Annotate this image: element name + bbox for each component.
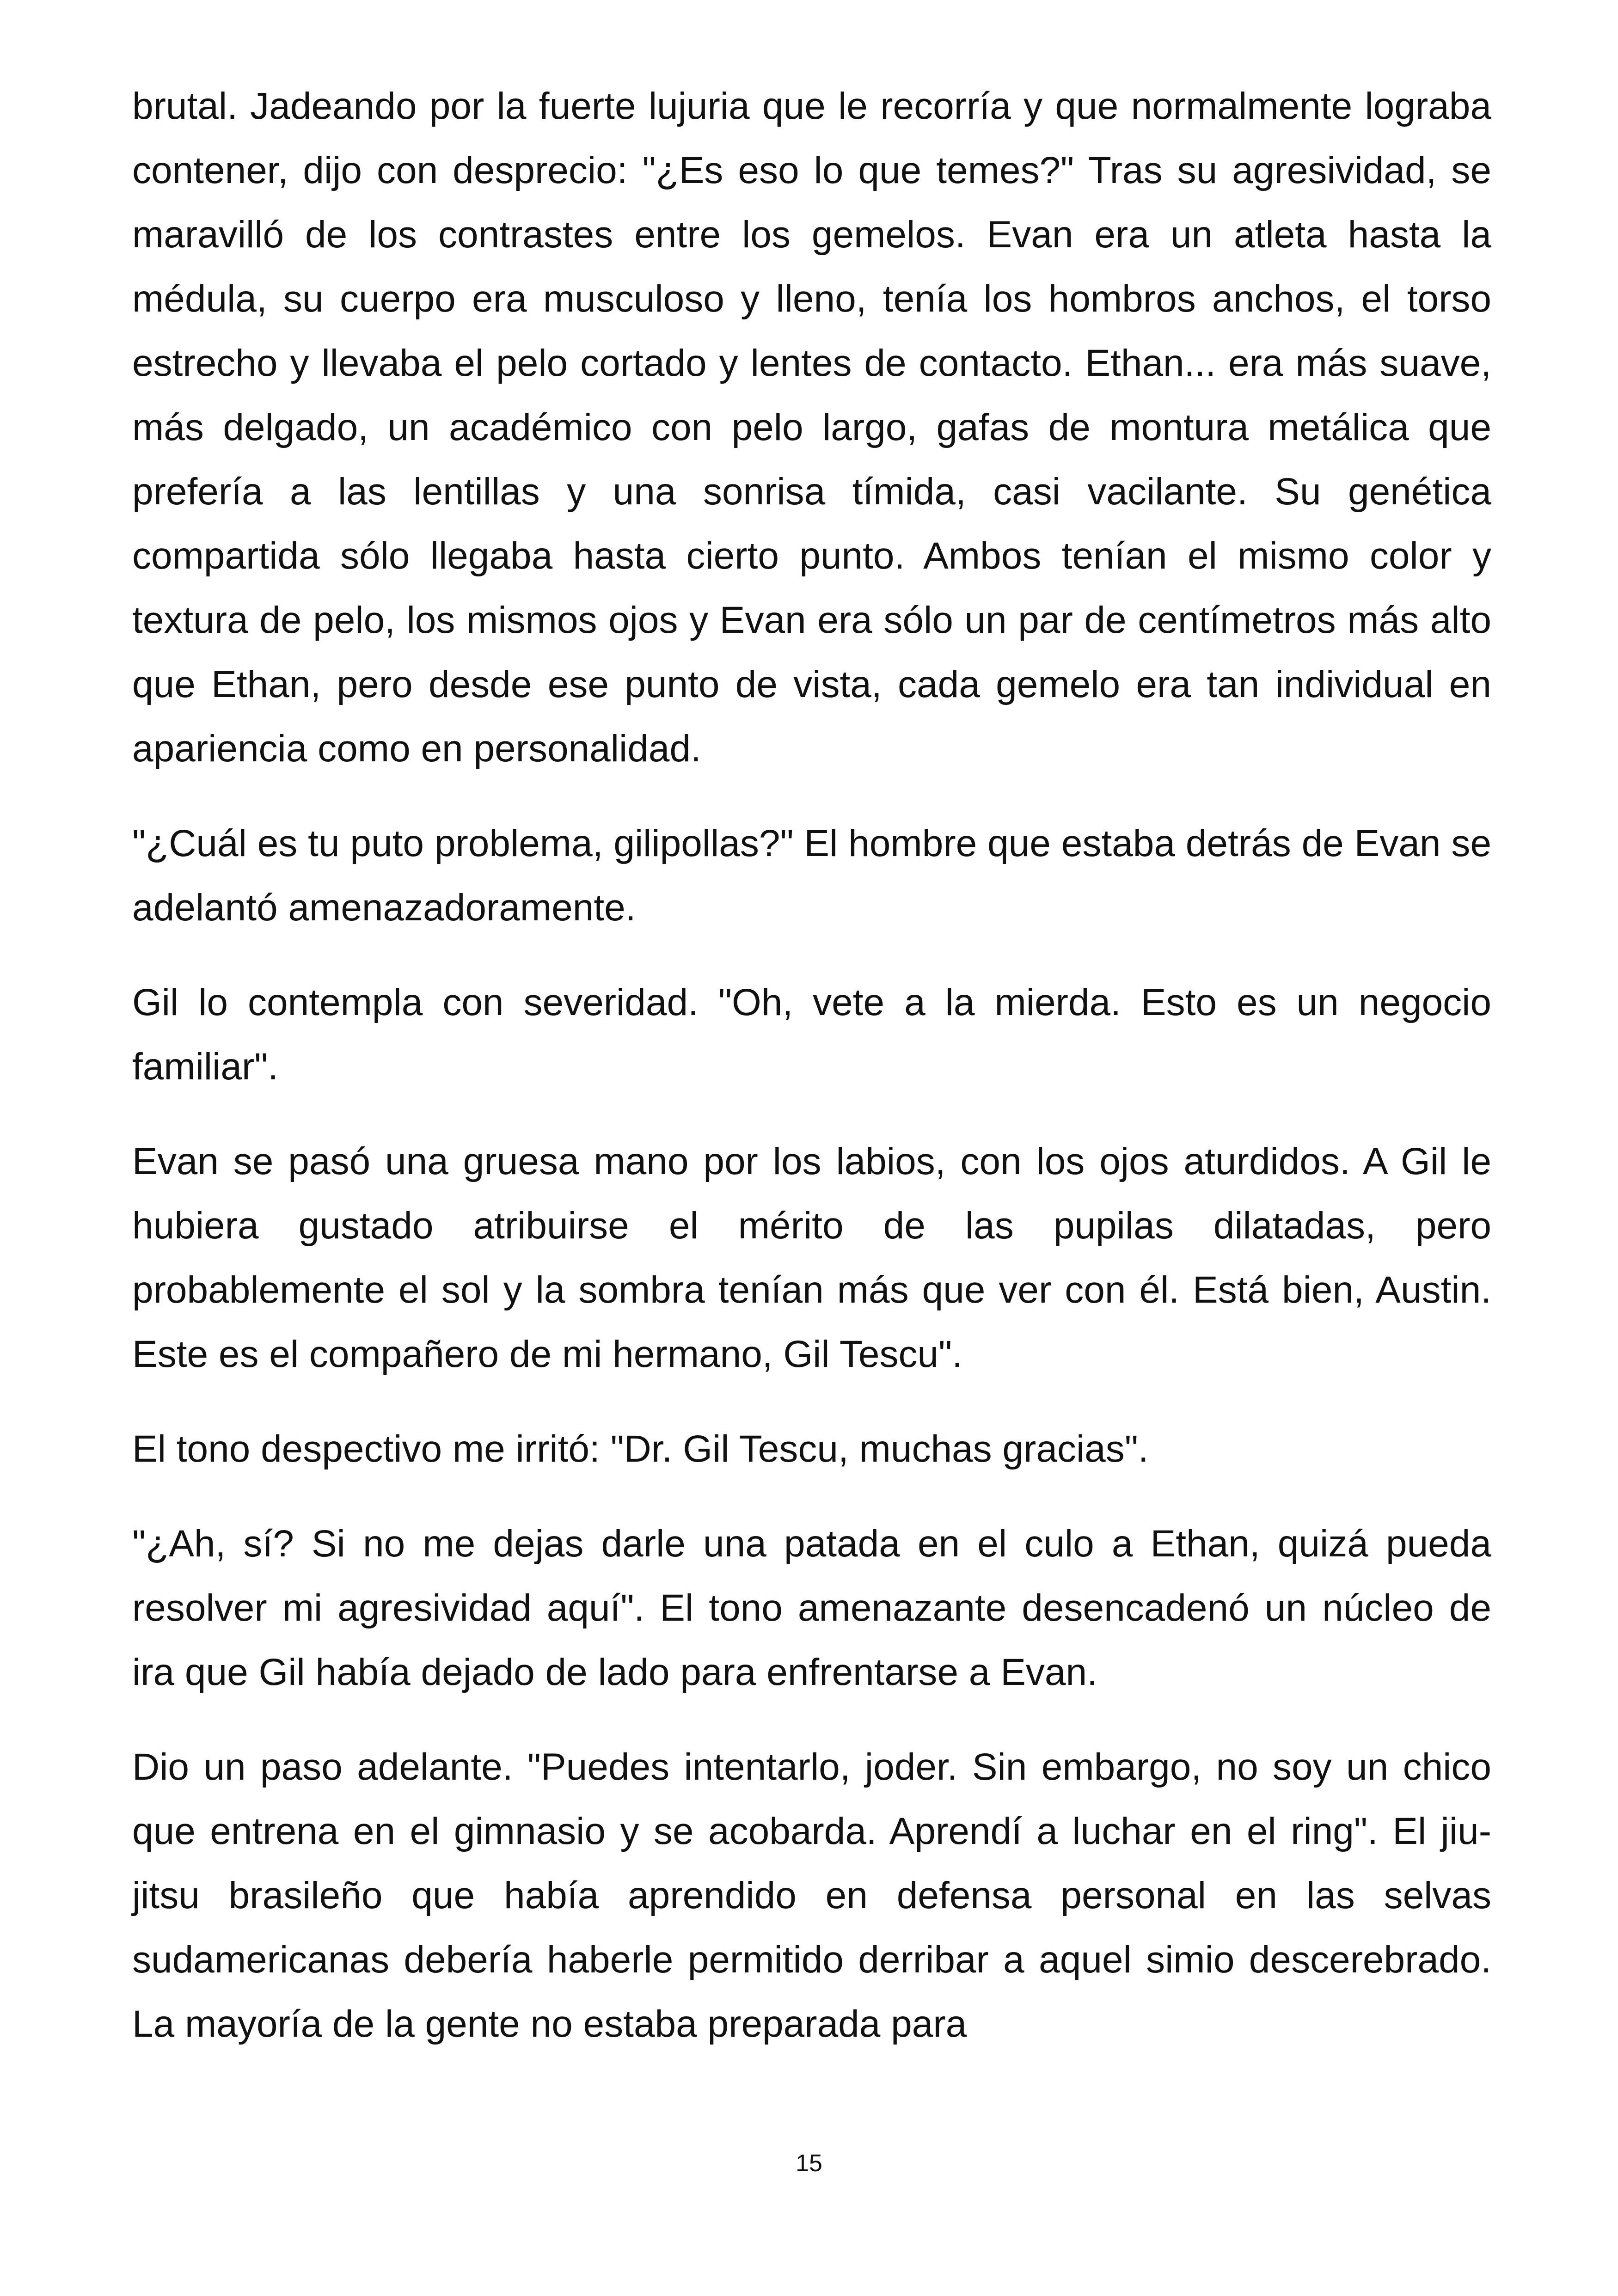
paragraph-3: Gil lo contempla con severidad. "Oh, vete a la mierda. Esto es un negocio familiar". — [132, 981, 1491, 1088]
paragraph-2: "¿Cuál es tu puto problema, gilipollas?" El hombre que estaba detrás de Evan se adelantó amenazadoramente. — [132, 822, 1491, 929]
paragraph-5: El tono despectivo me irritó: "Dr. Gil Tescu, muchas gracias". — [132, 1428, 1149, 1470]
page-number: 15 — [796, 2150, 822, 2177]
paragraph-6: "¿Ah, sí? Si no me dejas darle una patada en el culo a Ethan, quizá pueda resolver mi agresividad aquí". El tono amenazante desencadenó un núcleo de ira que Gil había dejado de lado para enfrentarse a Evan. — [132, 1523, 1491, 1693]
paragraph-1: brutal. Jadeando por la fuerte lujuria que le recorría y que normalmente lograba contener, dijo con desprecio: "¿Es eso lo que temes?" Tras su agresividad, se maravilló de los contrastes entre los gemelos. Evan era un atleta hasta la médula, su cuerpo era musculoso y lleno, tenía los hombros anchos, el torso estrecho y llevaba el pelo cortado y lentes de contacto. Ethan... era más suave, más delgado, un académico con pelo largo, gafas de montura metálica que prefería a las lentillas y una sonrisa tímida, casi vacilante. Su genética compartida sólo llegaba hasta cierto punto. Ambos tenían el mismo color y textura de pelo, los mismos ojos y Evan era sólo un par de centímetros más alto que Ethan, pero desde ese punto de vista, cada gemelo era tan individual en apariencia como en personalidad. — [132, 85, 1491, 770]
paragraph-4: Evan se pasó una gruesa mano por los labios, con los ojos aturdidos. A Gil le hubiera gustado atribuirse el mérito de las pupilas dilatadas, pero probablemente el sol y la sombra tenían más que ver con él. Está bien, Austin. Este es el compañero de mi hermano, Gil Tescu". — [132, 1140, 1491, 1375]
body-text — [132, 74, 1491, 2087]
paragraph-7: Dio un paso adelante. "Puedes intentarlo, joder. Sin embargo, no soy un chico que entrena en el gimnasio y se acobarda. Aprendí a luchar en el ring". El jiu-jitsu brasileño que había aprendido en defensa personal en las selvas sudamericanas debería haberle permitido derribar a aquel simio descerebrado. La mayoría de la gente no estaba preparada para — [132, 1746, 1491, 2045]
